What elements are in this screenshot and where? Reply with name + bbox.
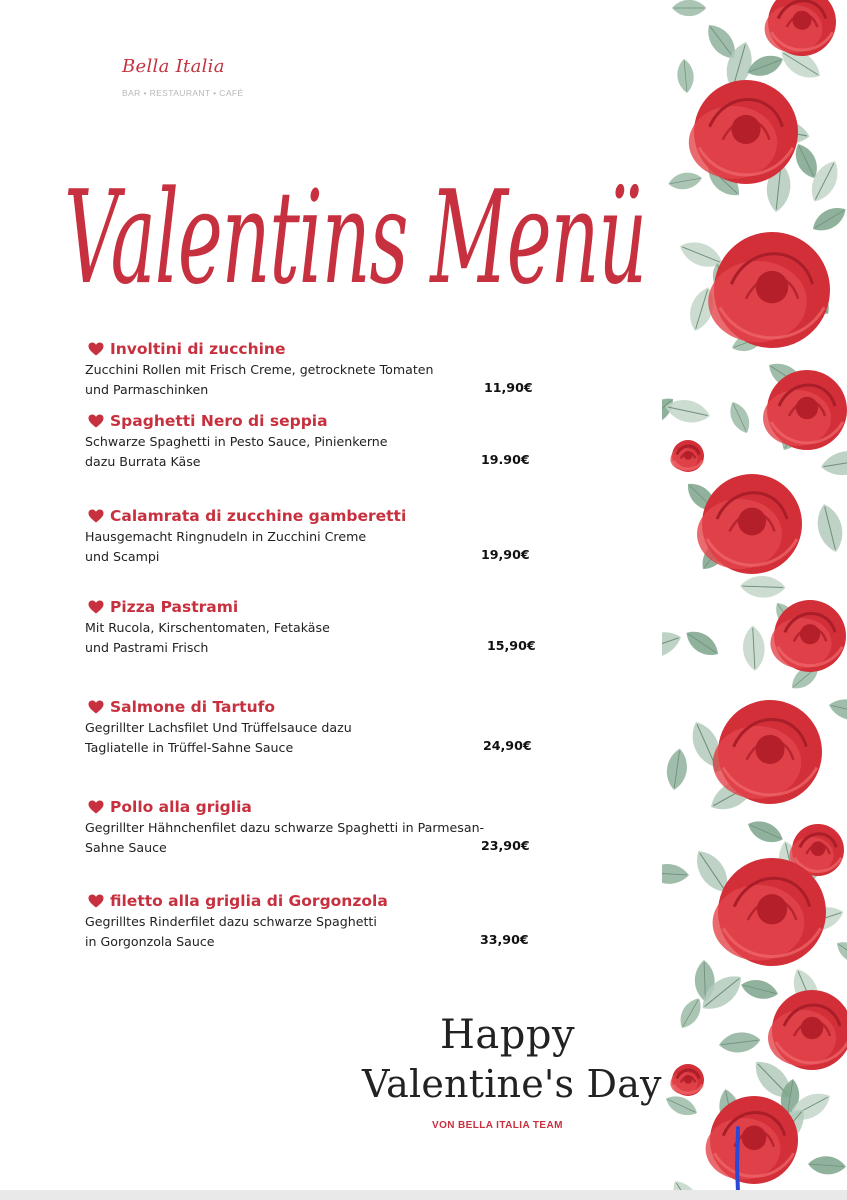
rose-icon bbox=[713, 858, 826, 966]
leaf-icon bbox=[740, 575, 786, 598]
menu-item-title bbox=[88, 696, 554, 718]
rose-border bbox=[662, 0, 847, 1200]
menu-item-description: und Pastrami Frisch bbox=[85, 639, 209, 655]
menu-item bbox=[84, 890, 554, 951]
leaf-icon bbox=[681, 625, 723, 661]
greeting-signature: VON BELLA ITALIA TEAM bbox=[432, 1120, 563, 1131]
brand-name: Bella Italia bbox=[122, 56, 225, 77]
menu-item-description: Hausgemacht Ringnudeln in Zucchini Creme bbox=[85, 529, 367, 544]
menu-item-title bbox=[88, 890, 554, 912]
greeting-line-2: Valentine's Day bbox=[362, 1062, 662, 1106]
menu-item-description: Zucchini Rollen mit Frisch Creme, getrocknete Tomaten bbox=[85, 362, 434, 377]
leaf-icon bbox=[819, 448, 847, 479]
leaf-icon bbox=[739, 976, 780, 1003]
menu-item-price: 19.90€ bbox=[481, 452, 530, 467]
leaf-icon bbox=[808, 202, 847, 237]
menu-item-name: Calamrata di zucchine gamberetti bbox=[110, 507, 407, 525]
rose-icon bbox=[697, 474, 802, 574]
menu-item-name: Spaghetti Nero di seppia bbox=[110, 412, 328, 430]
menu-item bbox=[84, 338, 554, 399]
menu-item-price: 11,90€ bbox=[484, 380, 533, 395]
pen-mark-icon bbox=[734, 1126, 748, 1198]
menu-item bbox=[84, 696, 554, 757]
menu-item-description: Gegrillter Lachsfilet Und Trüffelsauce dazu bbox=[85, 720, 352, 735]
rose-icon bbox=[708, 232, 830, 348]
rose-border-art bbox=[662, 0, 847, 1200]
menu-item-description: Mit Rucola, Kirschentomaten, Fetakäse bbox=[85, 620, 330, 635]
menu-item-description: in Gorgonzola Sauce bbox=[85, 933, 215, 949]
rose-icon bbox=[765, 0, 836, 56]
menu-item-description: Gegrillter Hähnchenfilet dazu schwarze Spaghetti in Parmesan- bbox=[85, 820, 485, 835]
menu-item-description: Tagliatelle in Trüffel-Sahne Sauce bbox=[85, 739, 294, 755]
heart-icon bbox=[88, 342, 104, 356]
menu-item-description: Sahne Sauce bbox=[85, 839, 167, 855]
menu-item-price: 15,90€ bbox=[487, 638, 536, 653]
menu-item-title bbox=[88, 596, 554, 618]
menu-item-description: Gegrilltes Rinderfilet dazu schwarze Spaghetti bbox=[85, 914, 377, 929]
leaf-icon bbox=[813, 501, 847, 555]
menu-item-title bbox=[88, 505, 554, 527]
menu-item bbox=[84, 796, 554, 857]
heart-icon bbox=[88, 414, 104, 428]
menu-item-description: und Scampi bbox=[85, 548, 160, 564]
menu-item-price: 33,90€ bbox=[480, 932, 529, 947]
leaf-icon bbox=[676, 58, 695, 93]
menu-item-description: dazu Burrata Käse bbox=[85, 453, 201, 469]
rose-icon bbox=[670, 1064, 704, 1096]
leaf-icon bbox=[675, 994, 706, 1032]
menu-item-price: 24,90€ bbox=[483, 738, 532, 753]
menu-item-description: Schwarze Spaghetti in Pesto Sauce, Pinienkerne bbox=[85, 434, 388, 449]
page-title-text: Valentins Menü bbox=[64, 164, 646, 313]
page-footer-bar bbox=[0, 1190, 847, 1200]
leaf-icon bbox=[663, 1091, 701, 1120]
menu-item-price: 19,90€ bbox=[481, 547, 530, 562]
rose-icon bbox=[763, 370, 847, 450]
leaf-icon bbox=[725, 399, 754, 437]
leaf-icon bbox=[744, 816, 786, 848]
rose-icon bbox=[713, 700, 822, 804]
leaf-icon bbox=[672, 0, 706, 16]
menu-item-title bbox=[88, 338, 554, 360]
menu-item-name: Pizza Pastrami bbox=[110, 598, 239, 616]
menu-item-price: 23,90€ bbox=[481, 838, 530, 853]
greeting-line-1: Happy bbox=[440, 1012, 576, 1058]
heart-icon bbox=[88, 800, 104, 814]
menu-item bbox=[84, 505, 554, 566]
leaf-icon bbox=[667, 170, 703, 192]
menu-item bbox=[84, 596, 554, 657]
menu-item-title bbox=[88, 410, 554, 432]
rose-icon bbox=[706, 1096, 798, 1184]
leaf-icon bbox=[827, 695, 847, 724]
menu-item-name: Salmone di Tartufo bbox=[110, 698, 275, 716]
leaf-icon bbox=[662, 626, 685, 664]
heart-icon bbox=[88, 894, 104, 908]
heart-icon bbox=[88, 509, 104, 523]
rose-icon bbox=[689, 80, 798, 184]
leaf-icon bbox=[664, 747, 689, 791]
leaf-icon bbox=[807, 1155, 846, 1176]
leaf-icon bbox=[742, 625, 766, 672]
heart-icon bbox=[88, 600, 104, 614]
brand-tagline: BAR • RESTAURANT • CAFÉ bbox=[122, 88, 244, 98]
menu-item-title bbox=[88, 796, 554, 818]
menu-item-description: und Parmaschinken bbox=[85, 381, 209, 397]
leaf-icon bbox=[662, 863, 690, 885]
menu-item-name: filetto alla griglia di Gorgonzola bbox=[110, 892, 388, 910]
leaf-icon bbox=[832, 936, 847, 969]
rose-icon bbox=[670, 440, 704, 472]
heart-icon bbox=[88, 700, 104, 714]
rose-icon bbox=[768, 990, 847, 1070]
menu-item-name: Involtini di zucchine bbox=[110, 340, 286, 358]
leaf-icon bbox=[718, 1030, 762, 1055]
menu-item-name: Pollo alla griglia bbox=[110, 798, 252, 816]
menu-item bbox=[84, 410, 554, 471]
